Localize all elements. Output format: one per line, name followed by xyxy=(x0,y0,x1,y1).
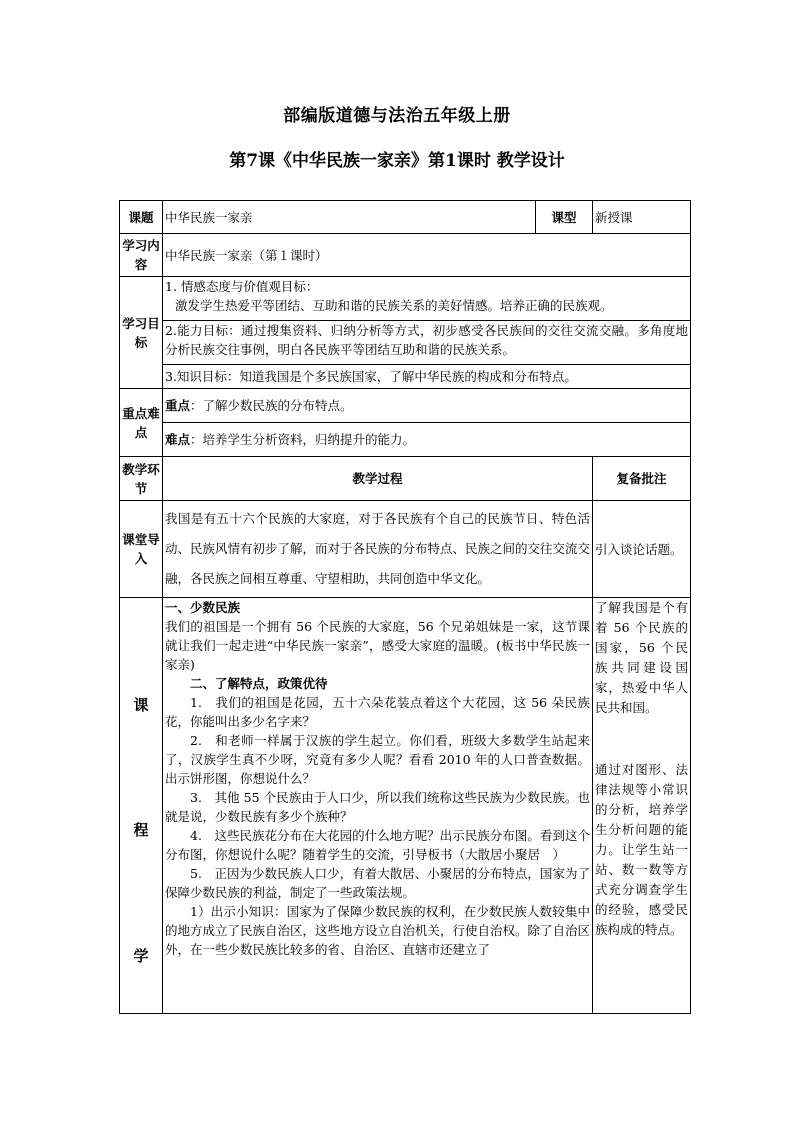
process-note-1: 了解我国是个有着 56 个民族的国家，56 个民族共同建设国家，热爱中华人民共和国。 xyxy=(595,600,688,715)
section-2-heading: 二、了解特点，政策优待 xyxy=(190,676,328,691)
process-row xyxy=(120,598,691,1014)
document-title: 部编版道德与法治五年级上册 xyxy=(283,106,511,126)
lesson-type-value: 新授课 xyxy=(593,201,691,234)
document-subtitle: 第7课《中华民族一家亲》第1课时 教学设计 xyxy=(229,151,565,171)
intro-label: 课堂导入 xyxy=(120,501,163,598)
lesson-type-label: 课型 xyxy=(536,201,593,234)
header-stage: 教学环节 xyxy=(120,457,163,501)
process-label-char-2: 程 xyxy=(133,821,149,839)
step-3-text: 3. 其他 55 个民族由于人口少，所以我们统称这些民族为少数民族。也就是说，少数民族有多少个族种？ xyxy=(165,790,590,824)
goal-2-text: 2.能力目标：通过搜集资料、归纳分析等方式，初步感受各民族间的交往交流交融。多角度地分析民族交往事例，明白各民族平等团结互助和谐的民族关系。 xyxy=(165,323,688,357)
process-note-2: 通过对图形、法律法规等小常识的分析，培养学生分析问题的能力。让学生站一站、数一数等方式充分调查学生的经验，感受民族构成的特点。 xyxy=(595,762,688,937)
key-point-text: ：了解少数民族的分布特点。 xyxy=(190,398,353,413)
goal-row-1 xyxy=(120,277,691,321)
content-label: 学习内容 xyxy=(120,234,163,277)
content-value: 中华民族一家亲（第１课时） xyxy=(163,234,691,277)
topic-value: 中华民族一家亲 xyxy=(163,201,536,234)
difficulty-text: ：培养学生分析资料，归纳提升的能力。 xyxy=(190,432,416,447)
header-notes: 复备批注 xyxy=(593,457,691,501)
section-1-text: 我们的祖国是一个拥有 56 个民族的大家庭，56 个兄弟姐妹是一家，这节课就让我们一起走进“中华民族一家亲”，感受大家庭的温暖。(板书中华民族一家亲) xyxy=(165,619,590,672)
key-point-row xyxy=(120,389,691,423)
topic-label: 课题 xyxy=(120,201,163,234)
goal-row-2 xyxy=(120,321,691,365)
process-header-row xyxy=(120,457,691,501)
content-row xyxy=(120,234,691,277)
goal-1-title: 1. 情感态度与价值观目标： xyxy=(165,279,319,294)
difficulty-row xyxy=(120,423,691,457)
step-1-text: 1. 我们的祖国是花园，五十六朵花装点着这个大花园，这 56 朵民族花，你能叫出多少名字来？ xyxy=(165,695,590,729)
step-5-text: 5. 正因为少数民族人口少，有着大散居、小聚居的分布特点，国家为了保障少数民族的利益，制定了一些政策法规。 xyxy=(165,866,590,900)
goal-3-text: 3.知识目标：知道我国是个多民族国家，了解中华民族的构成和分布特点。 xyxy=(165,369,577,384)
header-process: 教学过程 xyxy=(163,457,593,501)
step-4-text: 4. 这些民族花分布在大花园的什么地方呢？出示民族分布图。看到这个分布图，你想说什么呢？随着学生的交流，引导板书（大散居小聚居 ） xyxy=(165,828,590,862)
key-point-label: 重点 xyxy=(165,398,191,413)
intro-text: 我国是有五十六个民族的大家庭，对于各民族有个自己的民族节日、特色活动、民族风情有初步了解，而对于各民族的分布特点、民族之间的交往交流交融，各民族之间相互尊重、守望相助，共同创造中华文化。 xyxy=(165,511,591,586)
goal-1-text: 激发学生热爱平等团结、互助和谐的民族关系的美好情感。培养正确的民族观。 xyxy=(175,298,613,313)
intro-note: 引入谈论话题。 xyxy=(593,501,691,598)
intro-row xyxy=(120,501,691,598)
topic-row xyxy=(120,201,691,234)
lesson-plan-table xyxy=(119,200,691,1014)
goals-label: 学习目标 xyxy=(120,277,163,389)
key-points-label: 重点难点 xyxy=(120,389,163,457)
process-label-char-1: 课 xyxy=(133,696,149,714)
step-5-1-text: 1）出示小知识：国家为了保障少数民族的权利，在少数民族人数较集中的地方成立了民族自治区，这些地方设立自治机关，行使自治权。除了自治区外，在一些少数民族比较多的省、自治区、直辖市还建立了 xyxy=(165,904,591,957)
process-label-char-3: 学 xyxy=(133,947,149,965)
step-2-text: 2. 和老师一样属于汉族的学生起立。你们看，班级大多数学生站起来了，汉族学生真不少呀，究竟有多少人呢？看看 2010 年的人口普查数据。出示饼形图，你想说什么？ xyxy=(165,733,590,786)
goal-row-3 xyxy=(120,365,691,389)
process-label-cell xyxy=(120,598,163,1014)
difficulty-label: 难点 xyxy=(165,432,191,447)
section-1-heading: 一、少数民族 xyxy=(165,600,241,615)
